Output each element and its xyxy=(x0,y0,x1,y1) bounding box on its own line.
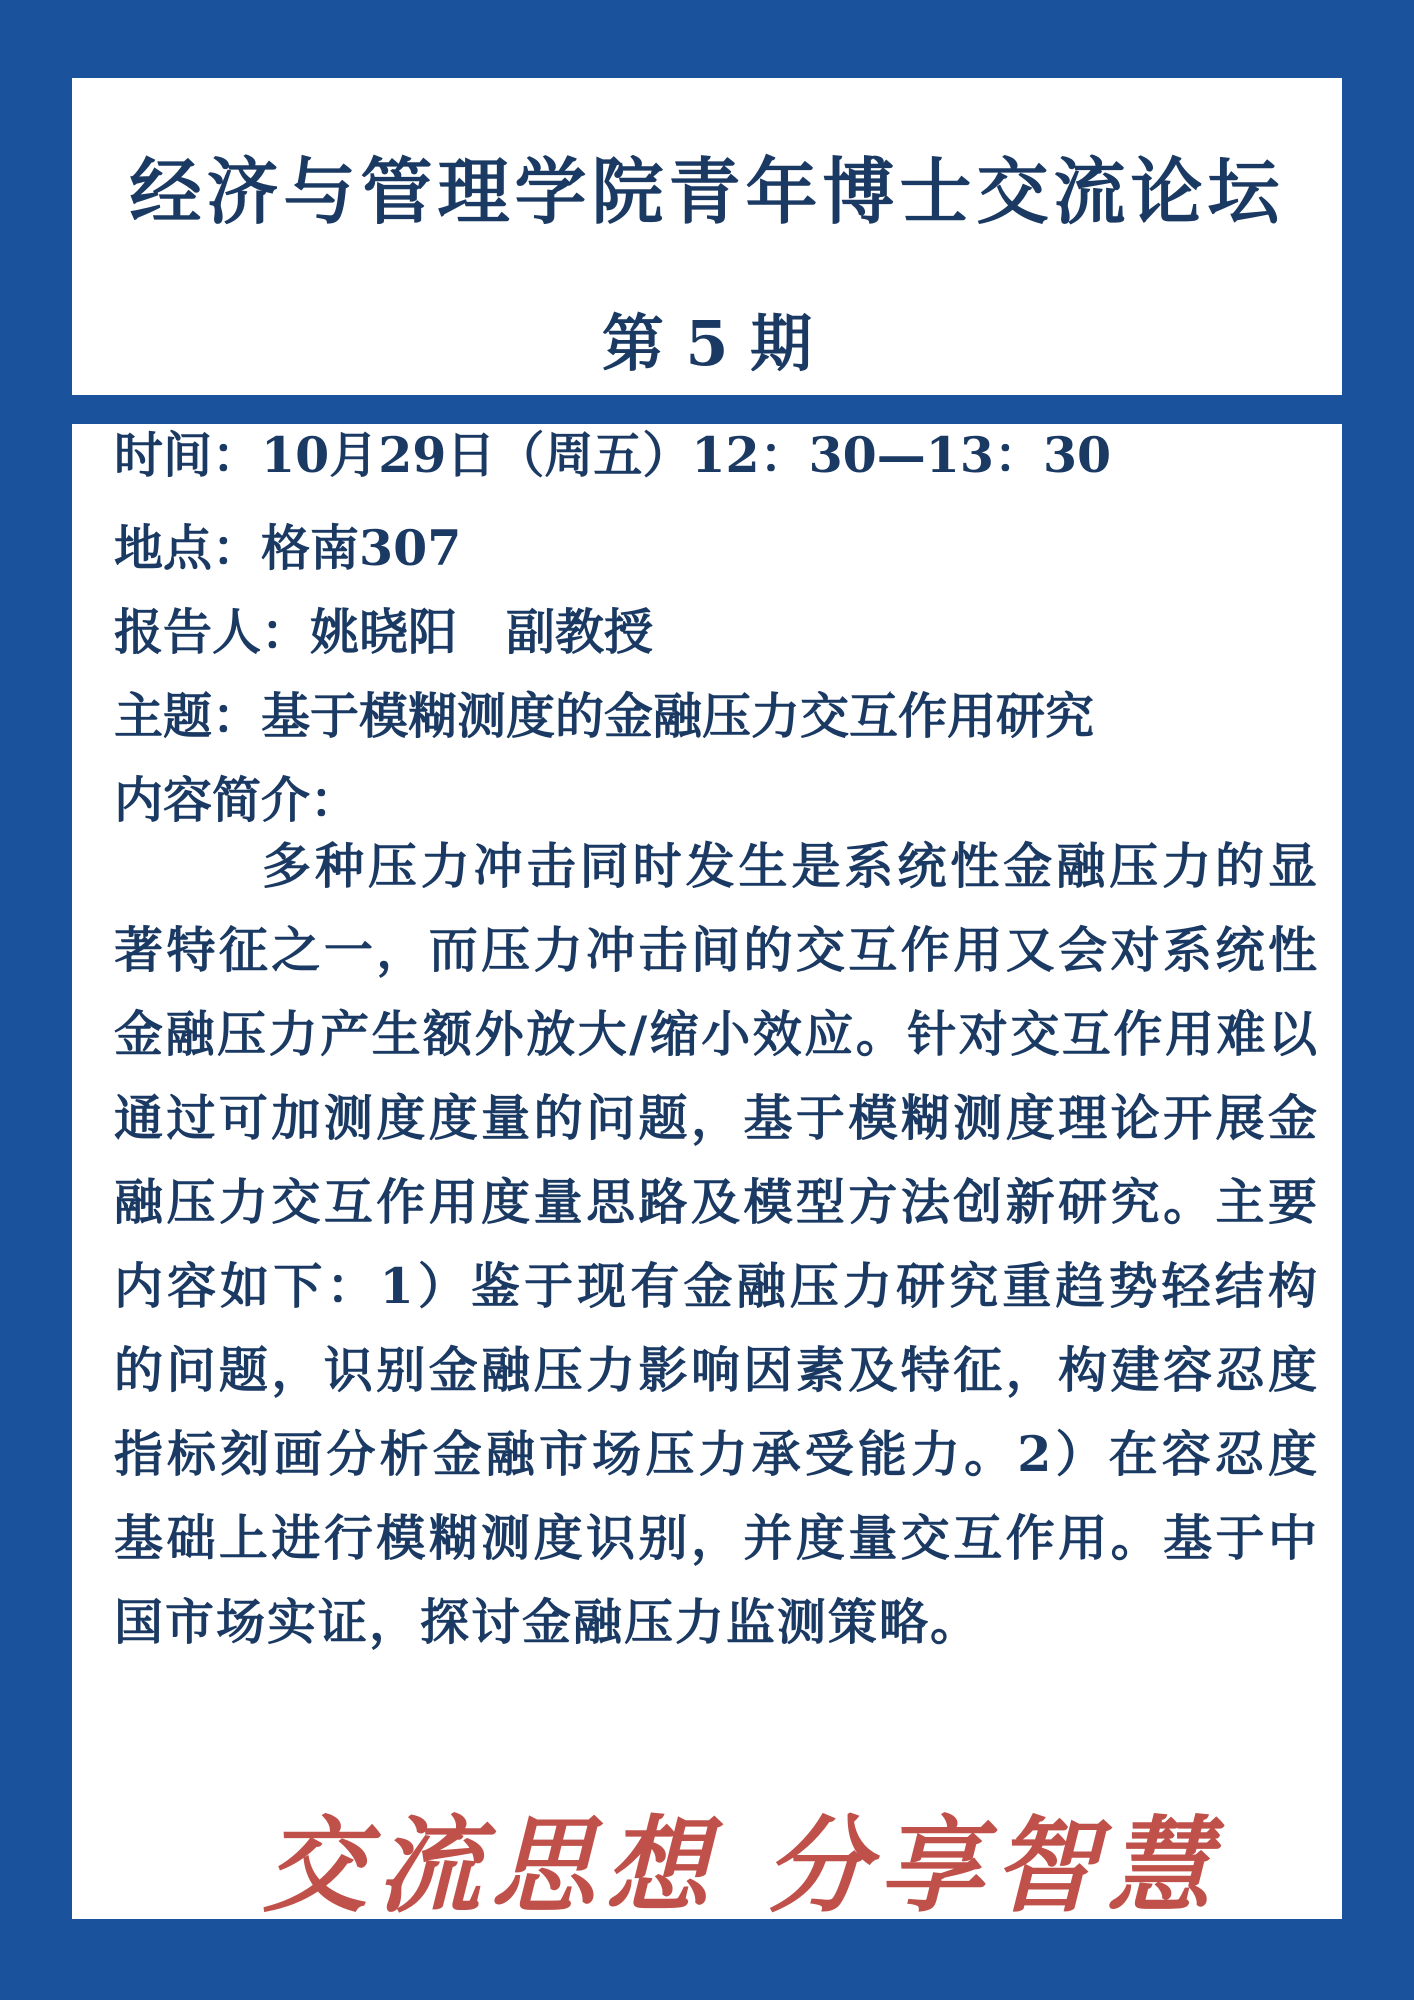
event-speaker: 报告人：姚晓阳 副教授 xyxy=(114,603,654,661)
slogan: 交流思想 分享智慧 xyxy=(262,1804,1222,1927)
event-location: 地点：格南307 xyxy=(114,519,462,577)
abstract-label: 内容简介： xyxy=(114,771,360,829)
forum-title: 经济与管理学院青年博士交流论坛 xyxy=(129,149,1285,234)
event-time: 时间：10月29日（周五）12：30—13：30 xyxy=(114,426,1112,484)
event-info xyxy=(114,424,1319,842)
content-panel xyxy=(72,424,1342,1927)
header-panel xyxy=(72,78,1342,395)
abstract-text: 多种压力冲击同时发生是系统性金融压力的显著特征之一，而压力冲击间的交互作用又会对系统性金融压力产生额外放大/缩小效应。针对交互作用难以通过可加测度度量的问题，基于模糊测度理论开展金融压力交互作用度量思路及模型方法创新研究。主要内容如下：1）鉴于现有金融压力研究重趋势轻结构的问题，识别金融压力影响因素及特征，构建容忍度指标刻画分析金融市场压力承受能力。2）在容忍度基础上进行模糊测度识别，并度量交互作用。基于中国市场实证，探讨金融压力监测策略。 xyxy=(114,837,1319,1651)
issue-number: 第 5 期 xyxy=(601,307,813,380)
event-topic: 主题：基于模糊测度的金融压力交互作用研究 xyxy=(114,687,1095,745)
